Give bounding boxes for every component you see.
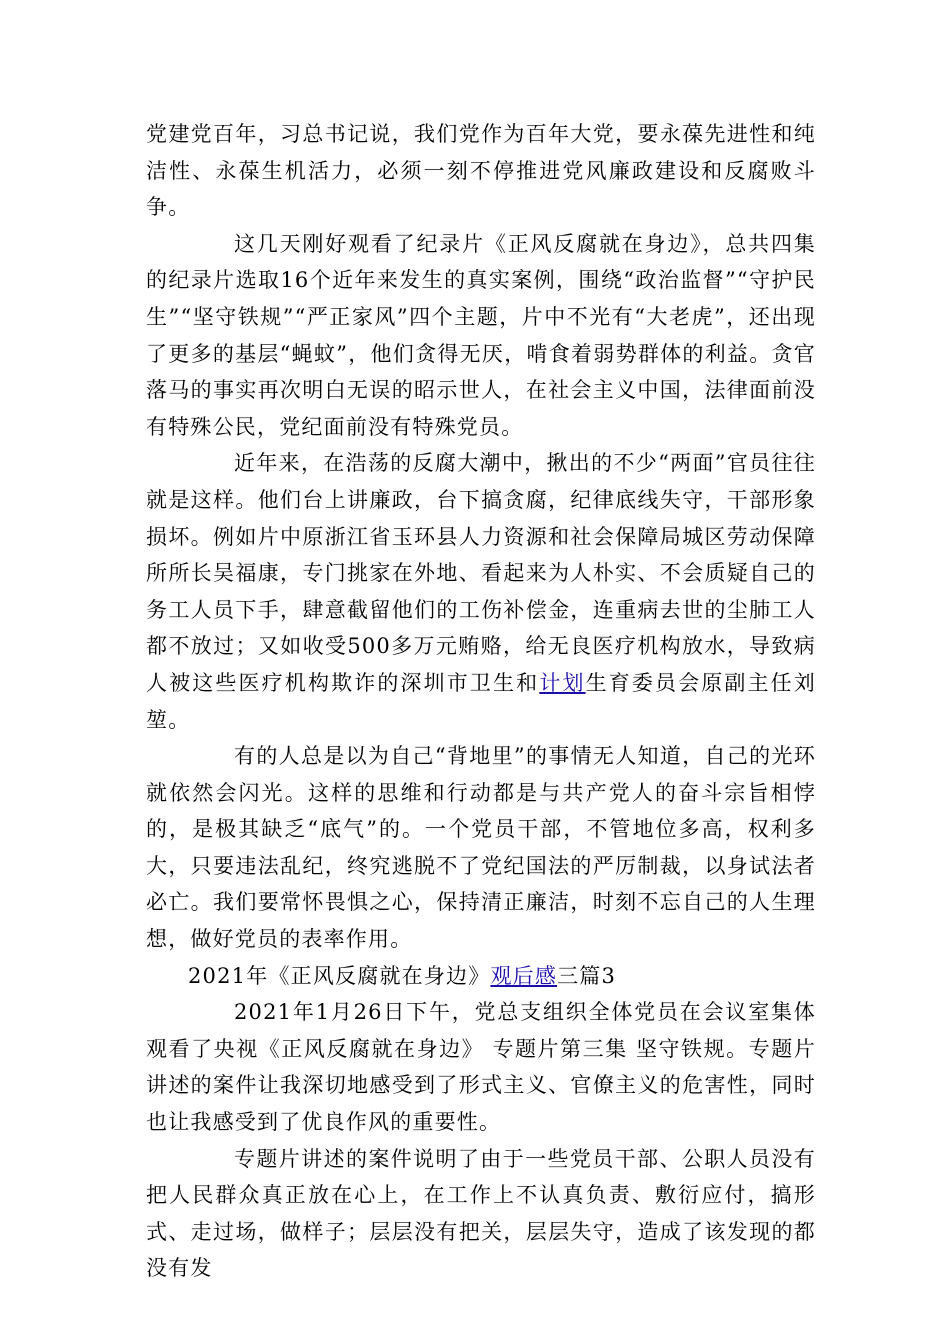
paragraph-3-text-after-link: 生育委员会原副主任刘堃。 (146, 670, 817, 732)
paragraph-4-text: 有的人总是以为自己“背地里”的事情无人知道，自己的光环就依然会闪光。这样的思维和行动都是与共产党人的奋斗宗旨相悖的，是极其缺乏“底气”的。一个党员干部，不管地位多高，权利多大，只要违法乱纪，终究逃脱不了党纪国法的严厉制裁，以身试法者必亡。我们要常怀畏惧之心，保持清正廉洁，时刻不忘自己的人生理想，做好党员的表率作用。 (146, 744, 816, 952)
paragraph-6-text: 2021年1月26日下午，党总支组织全体党员在会议室集体观看了央视《正风反腐就在身边》 专题片第三集 坚守铁规。专题片讲述的案件让我深切地感受到了形式主义、官僚主义的危害性，同时也让我感受到了优良作风的重要性。 (146, 1000, 816, 1135)
paragraph-1-text: 党建党百年，习总书记说，我们党作为百年大党，要永葆先进性和纯洁性、永葆生机活力，必须一刻不停推进党风廉政建设和反腐败斗争。 (146, 122, 816, 220)
review-link[interactable]: 观后感 (490, 963, 558, 988)
paragraph-3 (146, 445, 816, 738)
paragraph-7-text: 专题片讲述的案件说明了由于一些党员干部、公职人员没有把人民群众真正放在心上，在工作上不认真负责、敷衍应付，搞形式、走过场，做样子；层层没有把关，层层失守，造成了该发现的都没有发 (146, 1146, 816, 1281)
paragraph-2-text: 这几天刚好观看了纪录片《正风反腐就在身边》，总共四集的纪录片选取16个近年来发生的真实案例，围绕“政治监督”“守护民生”“坚守铁规”“严正家风”四个主题，片中不光有“大老虎”，还出现了更多的基层“蝇蚊”，他们贪得无厌，啃食着弱势群体的利益。贪官落马的事实再次明白无误的昭示世人，在社会主义中国，法律面前没有特殊公民，党纪面前没有特殊党员。 (146, 231, 816, 439)
plan-link[interactable]: 计划 (539, 670, 586, 695)
paragraph-3-text: 近年来，在浩荡的反腐大潮中，揪出的不少“两面”官员往往就是这样。他们台上讲廉政，台下搞贪腐，纪律底线失守，干部形象损坏。例如片中原浙江省玉环县人力资源和社会保障局城区劳动保障所所长吴福康，专门挑家在外地、看起来为人朴实、不会质疑自己的务工人员下手，肆意截留他们的工伤补偿金，连重病去世的尘肺工人都不放过；又如收受500多万元贿赂，给无良医疗机构放水，导致病人被这些医疗机构欺诈的深圳市卫生和 (146, 451, 816, 695)
section-heading-prefix: 2021年《正风反腐就在身边》 (188, 963, 491, 988)
section-heading (146, 958, 816, 995)
paragraph-2 (146, 226, 816, 446)
paragraph-4 (146, 738, 816, 958)
document-page (146, 116, 816, 1287)
paragraph-7 (146, 1141, 816, 1287)
paragraph-6 (146, 994, 816, 1140)
paragraph-1 (146, 116, 816, 226)
section-heading-suffix: 三篇3 (557, 963, 617, 988)
